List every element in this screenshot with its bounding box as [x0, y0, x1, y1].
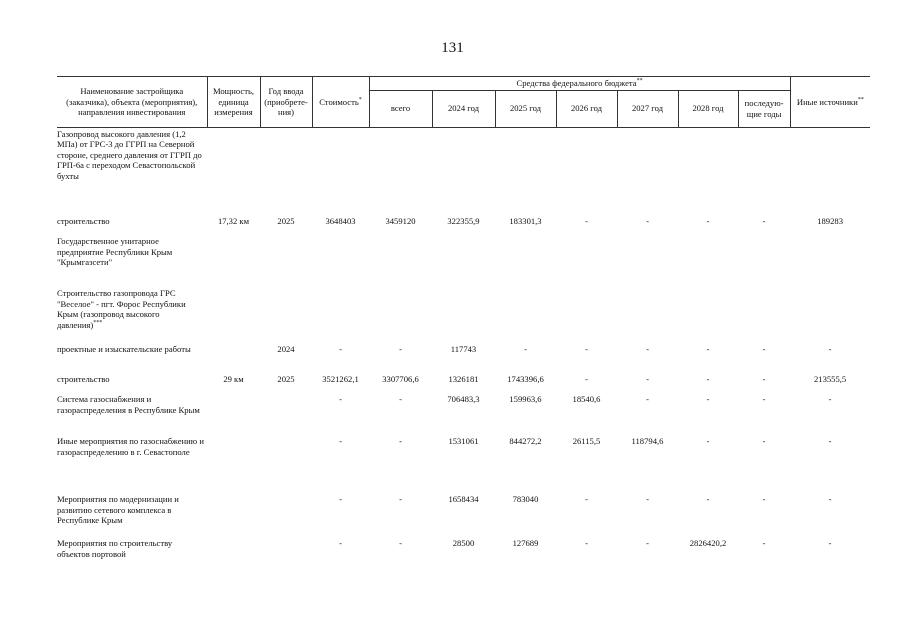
value-2024-cell: 28500 [452, 538, 475, 548]
table-row [57, 435, 870, 493]
total-cell: - [399, 344, 402, 354]
row-name-cell: Газопровод высокого давления (1,2 МПа) от ГРС-3 до ГГРП на Северной стороне, среднего давления от ГГРП до ГРП-6а с переходом Севастопольской бухты [57, 128, 202, 181]
value-2026-cell: - [585, 344, 588, 354]
value-2028-cell: - [706, 374, 710, 384]
row-name-cell: Государственное унитарное предприятие Республики Крым "Крымгазсети" [57, 236, 173, 267]
value-2025-cell [495, 235, 556, 287]
other-sources-cell: 213555,5 [813, 374, 847, 384]
other-sources-cell: - [828, 436, 832, 446]
header-year: Год ввода (приобрете- ния) [260, 77, 312, 128]
value-2028-cell: 2826420,2 [689, 538, 727, 548]
value-2026-cell: - [585, 538, 588, 548]
row-name-cell: строительство [57, 216, 110, 226]
value-2028-cell: - [706, 494, 710, 504]
value-2024-cell [432, 287, 495, 343]
later-years-cell [738, 127, 790, 215]
total-cell: 3307706,6 [382, 374, 419, 384]
value-2027-cell: - [646, 494, 649, 504]
table-row [57, 287, 870, 343]
value-2027-cell [617, 127, 678, 215]
capacity-cell [207, 493, 260, 537]
table-row [57, 393, 870, 435]
row-name-cell: Система газоснабжения и газораспределения в Республике Крым [57, 394, 200, 415]
year-cell [260, 287, 312, 343]
value-2027-cell: - [646, 216, 649, 226]
value-2025-cell: 159963,6 [509, 394, 542, 404]
cost-cell: 3648403 [325, 216, 356, 226]
later-years-cell: - [762, 344, 766, 354]
year-cell [260, 435, 312, 493]
value-2024-cell: 706483,3 [447, 394, 480, 404]
other-sources-cell: - [828, 538, 832, 548]
value-2027-cell [617, 235, 678, 287]
page-number: 131 [441, 40, 464, 56]
header-total: всего [369, 90, 432, 127]
table-row [57, 127, 870, 215]
table-body [57, 127, 870, 567]
table-row [57, 235, 870, 287]
value-2026-cell [556, 287, 617, 343]
other-sources-cell: - [828, 394, 832, 404]
value-2026-cell: - [585, 216, 588, 226]
total-cell: - [399, 394, 402, 404]
table-row [57, 343, 870, 373]
value-2024-cell: 1531061 [448, 436, 479, 446]
total-cell: - [399, 436, 402, 446]
other-sources-cell [790, 127, 870, 215]
value-2025-cell: 127689 [512, 538, 539, 548]
year-cell [260, 493, 312, 537]
cost-cell: - [339, 494, 342, 504]
capacity-cell: 17,32 км [217, 216, 250, 226]
cost-cell [312, 127, 369, 215]
header-2024: 2024 год [432, 90, 495, 127]
row-name-cell: Строительство газопровода ГРС "Веселое" - пгт. Форос Республики Крым (газопровод высокого давления)*** [57, 288, 186, 330]
value-2027-cell: - [646, 344, 649, 354]
value-2028-cell: - [706, 344, 710, 354]
value-2027-cell [617, 287, 678, 343]
capacity-cell [207, 435, 260, 493]
value-2028-cell: - [706, 216, 710, 226]
table-row [57, 493, 870, 537]
other-sources-cell [790, 235, 870, 287]
federal-budget-table [57, 76, 870, 567]
later-years-cell: - [762, 394, 766, 404]
value-2025-cell: 183301,3 [509, 216, 542, 226]
row-name-cell: проектные и изыскательские работы [57, 344, 191, 354]
value-2025-cell: 1743396,6 [507, 374, 544, 384]
cost-cell: - [339, 538, 342, 548]
year-cell: 2025 [277, 216, 295, 226]
capacity-cell [207, 235, 260, 287]
row-name-cell: Мероприятия по строительству объектов портовой [57, 538, 173, 559]
value-2028-cell [678, 235, 738, 287]
table-row [57, 537, 870, 567]
year-cell [260, 393, 312, 435]
year-cell [260, 127, 312, 215]
other-sources-cell: - [828, 494, 832, 504]
header-cost: Стоимость* [312, 77, 369, 128]
table-row [57, 215, 870, 235]
cost-cell [312, 235, 369, 287]
later-years-cell [738, 235, 790, 287]
value-2025-cell [495, 287, 556, 343]
row-name-cell: строительство [57, 374, 110, 384]
header-2025: 2025 год [495, 90, 556, 127]
later-years-cell: - [762, 538, 766, 548]
other-sources-cell [790, 287, 870, 343]
value-2027-cell: - [646, 374, 649, 384]
value-2024-cell: 322355,9 [447, 216, 480, 226]
total-cell: - [399, 494, 402, 504]
value-2028-cell: - [706, 394, 710, 404]
total-cell: 3459120 [385, 216, 416, 226]
total-cell [369, 127, 432, 215]
header-federal-budget: Средства федерального бюджета** [369, 77, 790, 91]
cost-cell [312, 287, 369, 343]
other-sources-cell: - [828, 344, 832, 354]
value-2025-cell: - [524, 344, 527, 354]
cost-cell: - [339, 344, 342, 354]
value-2028-cell [678, 287, 738, 343]
value-2026-cell: - [585, 494, 588, 504]
other-sources-cell: 189283 [817, 216, 843, 226]
table-row [57, 373, 870, 393]
row-name-cell: Иные мероприятия по газоснабжению и газораспределению в г. Севастополе [57, 436, 204, 457]
cost-cell: 3521262,1 [322, 374, 359, 384]
value-2024-cell: 1326181 [448, 374, 479, 384]
value-2024-cell: 117743 [450, 344, 477, 354]
capacity-cell: 29 км [223, 374, 244, 384]
value-2027-cell: 118794,6 [631, 436, 664, 446]
value-2024-cell [432, 235, 495, 287]
header-name: Наименование застройщика (заказчика), объекта (мероприятия), направления инвестирования [57, 77, 207, 128]
capacity-cell [207, 287, 260, 343]
row-name-cell: Мероприятия по модернизации и развитию сетевого комплекса в Республике Крым [57, 494, 179, 525]
capacity-cell [207, 343, 260, 373]
header-later-years: последую- щие годы [738, 90, 790, 127]
year-cell: 2024 [277, 344, 295, 354]
header-capacity: Мощность, единица измерения [207, 77, 260, 128]
value-2025-cell [495, 127, 556, 215]
value-2027-cell: - [646, 394, 649, 404]
later-years-cell: - [762, 494, 766, 504]
value-2025-cell: 783040 [512, 494, 539, 504]
value-2025-cell: 844272,2 [509, 436, 542, 446]
later-years-cell: - [762, 436, 766, 446]
value-2026-cell [556, 127, 617, 215]
value-2026-cell: - [585, 374, 588, 384]
header-2026: 2026 год [556, 90, 617, 127]
later-years-cell: - [762, 216, 766, 226]
value-2026-cell [556, 235, 617, 287]
header-other-sources: Иные источники** [790, 77, 870, 128]
year-cell [260, 235, 312, 287]
value-2028-cell [678, 127, 738, 215]
value-2028-cell: - [706, 436, 710, 446]
total-cell [369, 235, 432, 287]
value-2026-cell: 26115,5 [572, 436, 601, 446]
capacity-cell [207, 537, 260, 567]
table-header-row [57, 77, 870, 91]
year-cell: 2025 [277, 374, 295, 384]
total-cell: - [399, 538, 402, 548]
capacity-cell [207, 393, 260, 435]
capacity-cell [207, 127, 260, 215]
later-years-cell [738, 287, 790, 343]
value-2024-cell: 1658434 [448, 494, 479, 504]
total-cell [369, 287, 432, 343]
value-2026-cell: 18540,6 [572, 394, 601, 404]
value-2027-cell: - [646, 538, 649, 548]
cost-cell: - [339, 436, 342, 446]
later-years-cell: - [762, 374, 766, 384]
header-2027: 2027 год [617, 90, 678, 127]
cost-cell: - [339, 394, 342, 404]
year-cell [260, 537, 312, 567]
value-2024-cell [432, 127, 495, 215]
header-2028: 2028 год [678, 90, 738, 127]
